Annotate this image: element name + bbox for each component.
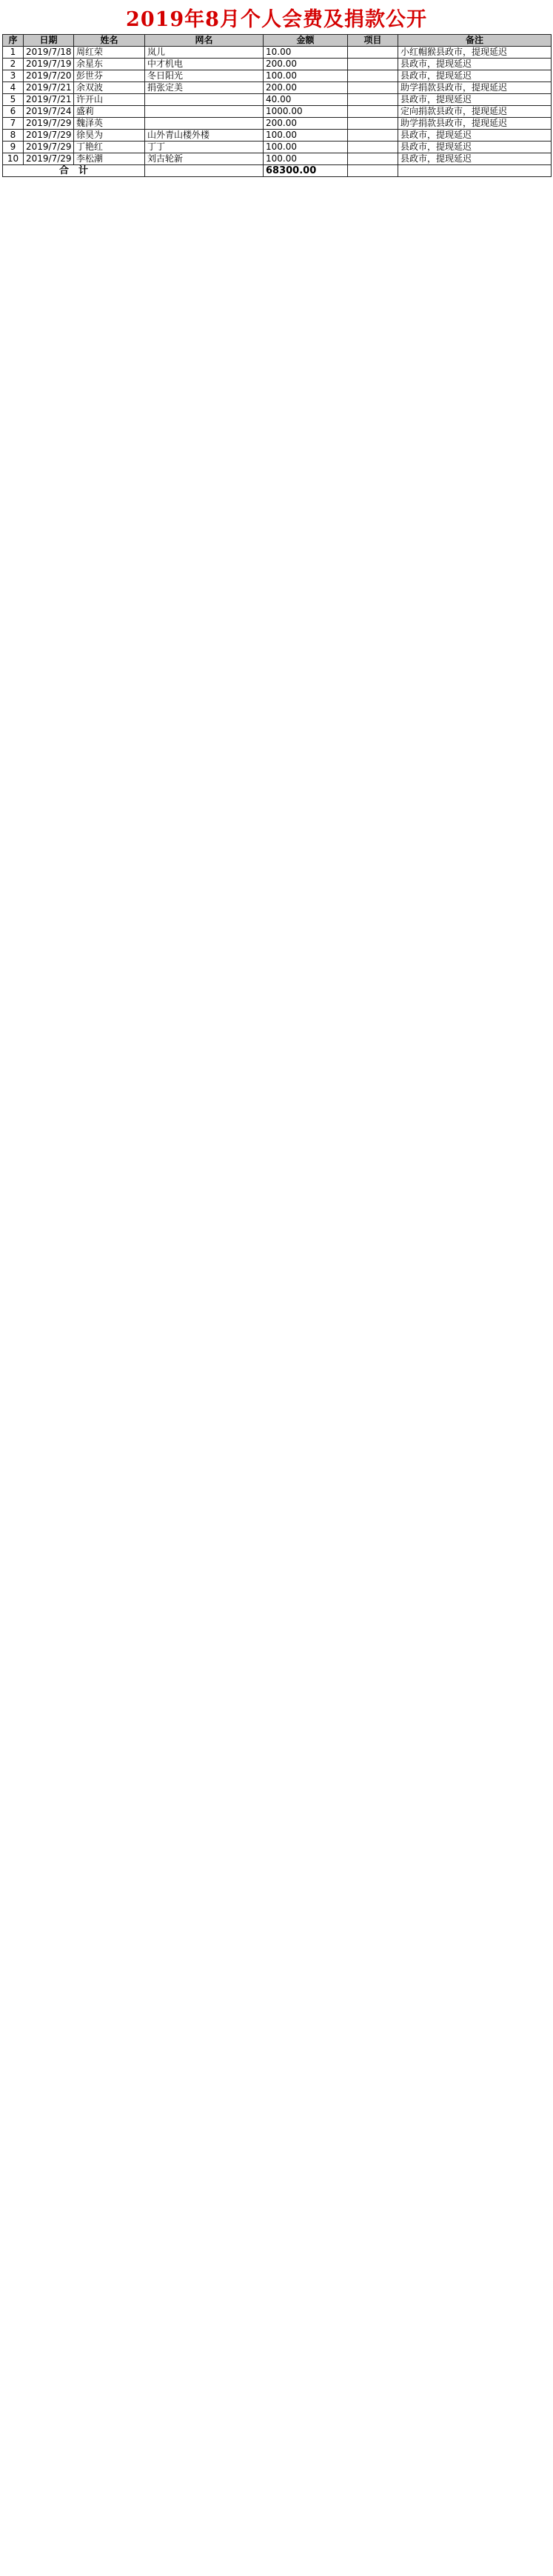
row-note: 县政市，提现延迟: [398, 153, 552, 165]
row-date: 2019/7/21: [24, 94, 74, 106]
row-name: 许开山: [74, 94, 145, 106]
row-no: 1: [3, 47, 24, 59]
header-item: 项目: [348, 35, 398, 47]
total-spacer: [145, 165, 264, 177]
row-note: 助学捐款县政市，提现延迟: [398, 82, 552, 94]
row-note: 助学捐款县政市，提现延迟: [398, 118, 552, 130]
row-date: 2019/7/29: [24, 118, 74, 130]
total-row: [3, 165, 552, 177]
row-item: [348, 59, 398, 70]
row-item: [348, 47, 398, 59]
row-no: 2: [3, 59, 24, 70]
row-netname: 丁丁: [145, 142, 264, 153]
total-note-cell: [398, 165, 552, 177]
row-netname: 山外青山楼外楼: [145, 130, 264, 142]
row-netname: 岚儿: [145, 47, 264, 59]
row-item: [348, 153, 398, 165]
row-name: 丁艳红: [74, 142, 145, 153]
row-name: 李松潮: [74, 153, 145, 165]
row-item: [348, 94, 398, 106]
row-name: 余双波: [74, 82, 145, 94]
row-amount: 200.00: [264, 59, 348, 70]
table-row: [3, 142, 552, 153]
title-bar: [0, 0, 553, 34]
row-amount: 200.00: [264, 118, 348, 130]
row-no: 4: [3, 82, 24, 94]
row-no: 5: [3, 94, 24, 106]
row-amount: 100.00: [264, 142, 348, 153]
row-note: 县政市，提现延迟: [398, 70, 552, 82]
table-row: [3, 118, 552, 130]
row-no: 8: [3, 130, 24, 142]
table-body: [3, 47, 552, 165]
row-item: [348, 142, 398, 153]
row-note: 县政市，提现延迟: [398, 130, 552, 142]
row-item: [348, 82, 398, 94]
row-date: 2019/7/29: [24, 130, 74, 142]
header-no: 序: [3, 35, 24, 47]
row-date: 2019/7/18: [24, 47, 74, 59]
row-no: 7: [3, 118, 24, 130]
row-note: 县政市，提现延迟: [398, 59, 552, 70]
row-amount: 200.00: [264, 82, 348, 94]
row-netname: 刘古轮新: [145, 153, 264, 165]
row-name: 徐昊为: [74, 130, 145, 142]
total-label: 合 计: [3, 165, 145, 177]
table-row: [3, 130, 552, 142]
row-netname: [145, 118, 264, 130]
row-netname: 捐张定美: [145, 82, 264, 94]
row-date: 2019/7/29: [24, 153, 74, 165]
total-item-cell: [348, 165, 398, 177]
header-date: 日期: [24, 35, 74, 47]
page-title: 2019年8月个人会费及捐款公开: [126, 7, 427, 31]
table-row: [3, 153, 552, 165]
row-no: 6: [3, 106, 24, 118]
row-note: 县政市，提现延迟: [398, 142, 552, 153]
row-amount: 1000.00: [264, 106, 348, 118]
row-name: 盛莉: [74, 106, 145, 118]
row-netname: [145, 94, 264, 106]
table-row: [3, 106, 552, 118]
row-amount: 100.00: [264, 153, 348, 165]
row-item: [348, 70, 398, 82]
row-netname: 中才机电: [145, 59, 264, 70]
row-amount: 100.00: [264, 130, 348, 142]
row-note: 定向捐款县政市，提现延迟: [398, 106, 552, 118]
table-row: [3, 59, 552, 70]
row-no: 10: [3, 153, 24, 165]
row-item: [348, 118, 398, 130]
row-item: [348, 130, 398, 142]
row-date: 2019/7/21: [24, 82, 74, 94]
row-date: 2019/7/20: [24, 70, 74, 82]
row-name: 余星东: [74, 59, 145, 70]
row-date: 2019/7/24: [24, 106, 74, 118]
header-amount: 金额: [264, 35, 348, 47]
row-item: [348, 106, 398, 118]
row-name: 周红荣: [74, 47, 145, 59]
table-row: [3, 47, 552, 59]
row-amount: 100.00: [264, 70, 348, 82]
row-amount: 10.00: [264, 47, 348, 59]
row-amount: 40.00: [264, 94, 348, 106]
table-header: [3, 35, 552, 47]
row-netname: 冬日阳光: [145, 70, 264, 82]
row-date: 2019/7/29: [24, 142, 74, 153]
total-amount: 68300.00: [264, 165, 348, 177]
row-no: 9: [3, 142, 24, 153]
header-name: 姓名: [74, 35, 145, 47]
row-note: 县政市，提现延迟: [398, 94, 552, 106]
row-name: 魏泽英: [74, 118, 145, 130]
header-netname: 网名: [145, 35, 264, 47]
table-row: [3, 94, 552, 106]
row-netname: [145, 106, 264, 118]
row-no: 3: [3, 70, 24, 82]
row-date: 2019/7/19: [24, 59, 74, 70]
table-row: [3, 82, 552, 94]
row-note: 小红帽猴县政市，提现延迟: [398, 47, 552, 59]
header-row: [3, 35, 552, 47]
table-row: [3, 70, 552, 82]
header-note: 备注: [398, 35, 552, 47]
donation-table: [2, 34, 552, 177]
row-name: 彭世芬: [74, 70, 145, 82]
